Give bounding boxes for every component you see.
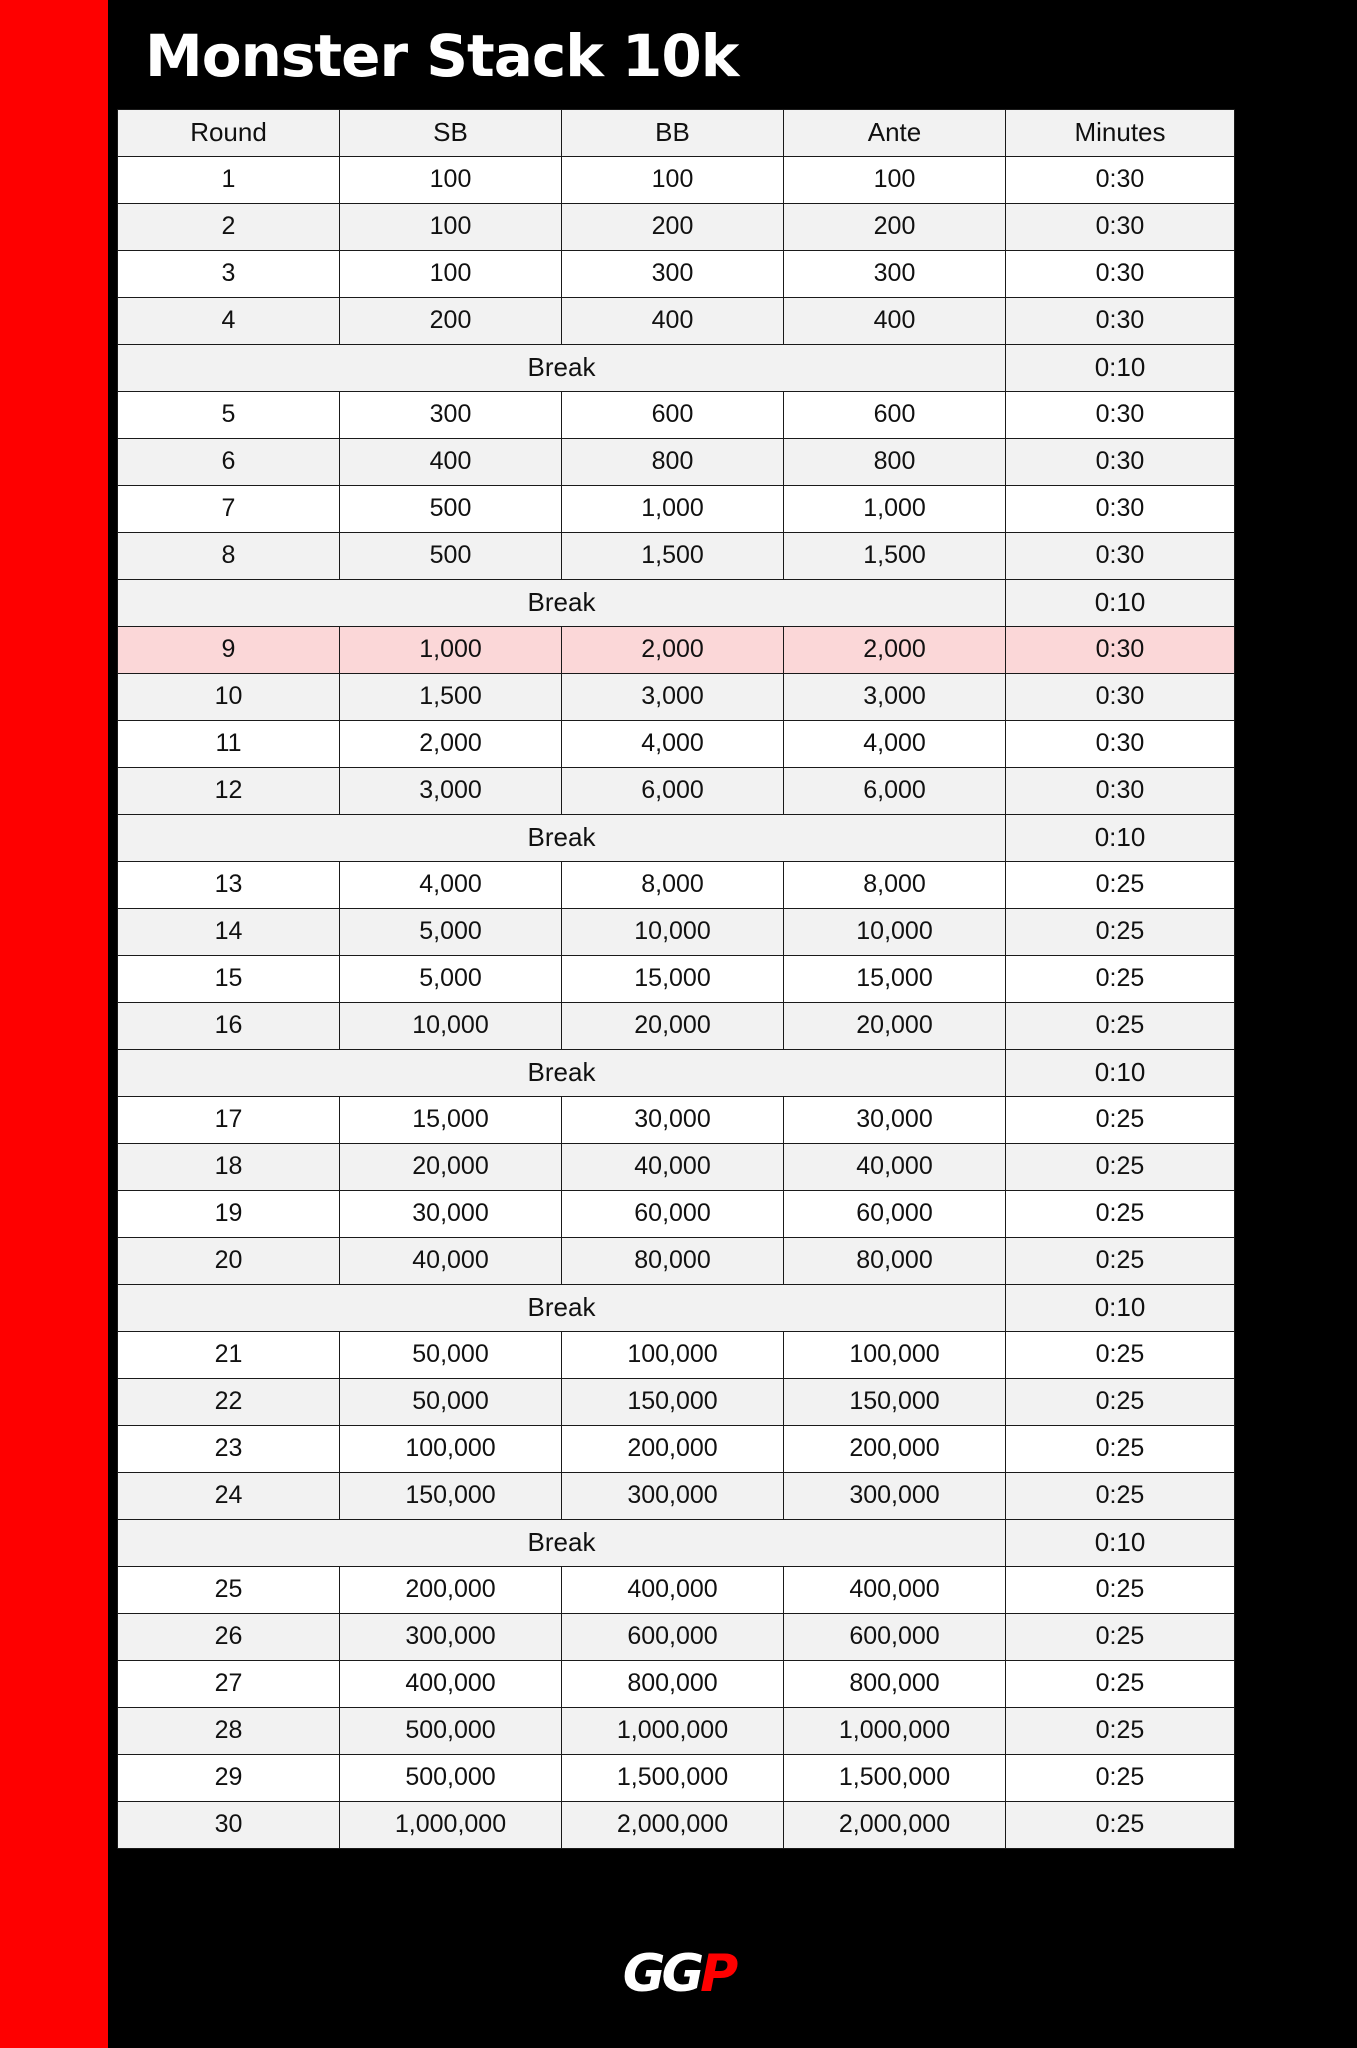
cell-round: 15 [118,955,340,1002]
cell-ante: 10,000 [784,908,1006,955]
cell-minutes: 0:25 [1006,1613,1235,1660]
table-row [118,485,1235,532]
cell-sb: 300,000 [340,1613,562,1660]
cell-minutes: 0:30 [1006,438,1235,485]
table-row [118,1378,1235,1425]
cell-ante: 1,500,000 [784,1754,1006,1801]
cell-bb: 800 [562,438,784,485]
table-row [118,861,1235,908]
break-minutes: 0:10 [1006,1049,1235,1096]
cell-ante: 1,500 [784,532,1006,579]
cell-minutes: 0:25 [1006,861,1235,908]
cell-round: 23 [118,1425,340,1472]
cell-minutes: 0:25 [1006,1331,1235,1378]
cell-minutes: 0:25 [1006,1566,1235,1613]
cell-ante: 400,000 [784,1566,1006,1613]
table-row [118,156,1235,203]
break-row [118,814,1235,861]
cell-sb: 400,000 [340,1660,562,1707]
cell-bb: 2,000 [562,626,784,673]
cell-bb: 40,000 [562,1143,784,1190]
cell-sb: 100 [340,250,562,297]
table-row [118,1566,1235,1613]
cell-round: 10 [118,673,340,720]
cell-sb: 300 [340,391,562,438]
cell-ante: 30,000 [784,1096,1006,1143]
cell-sb: 1,500 [340,673,562,720]
break-row [118,1049,1235,1096]
cell-sb: 20,000 [340,1143,562,1190]
cell-ante: 300 [784,250,1006,297]
cell-bb: 150,000 [562,1378,784,1425]
cell-ante: 4,000 [784,720,1006,767]
cell-ante: 2,000,000 [784,1801,1006,1848]
table-row [118,1707,1235,1754]
cell-sb: 100,000 [340,1425,562,1472]
cell-minutes: 0:25 [1006,1143,1235,1190]
cell-round: 12 [118,767,340,814]
cell-bb: 30,000 [562,1096,784,1143]
column-header-sb: SB [340,109,562,156]
cell-round: 28 [118,1707,340,1754]
cell-bb: 400 [562,297,784,344]
cell-minutes: 0:25 [1006,1237,1235,1284]
cell-bb: 1,500 [562,532,784,579]
cell-round: 7 [118,485,340,532]
cell-ante: 400 [784,297,1006,344]
cell-minutes: 0:30 [1006,156,1235,203]
cell-minutes: 0:30 [1006,297,1235,344]
table-row [118,1002,1235,1049]
cell-bb: 1,000 [562,485,784,532]
cell-round: 13 [118,861,340,908]
cell-sb: 50,000 [340,1378,562,1425]
cell-ante: 15,000 [784,955,1006,1002]
table-row [118,1425,1235,1472]
cell-bb: 600,000 [562,1613,784,1660]
cell-round: 5 [118,391,340,438]
cell-round: 20 [118,1237,340,1284]
cell-minutes: 0:25 [1006,1425,1235,1472]
cell-ante: 150,000 [784,1378,1006,1425]
cell-ante: 300,000 [784,1472,1006,1519]
cell-bb: 200,000 [562,1425,784,1472]
cell-minutes: 0:25 [1006,908,1235,955]
cell-bb: 400,000 [562,1566,784,1613]
cell-sb: 50,000 [340,1331,562,1378]
break-label: Break [118,1284,1006,1331]
cell-round: 3 [118,250,340,297]
cell-minutes: 0:25 [1006,1707,1235,1754]
cell-bb: 15,000 [562,955,784,1002]
table-row [118,1190,1235,1237]
cell-sb: 500 [340,485,562,532]
cell-ante: 600 [784,391,1006,438]
cell-round: 27 [118,1660,340,1707]
table-row [118,1096,1235,1143]
cell-minutes: 0:30 [1006,485,1235,532]
column-header-round: Round [118,109,340,156]
cell-ante: 200,000 [784,1425,1006,1472]
table-header-row [118,109,1235,156]
table-row [118,203,1235,250]
cell-round: 6 [118,438,340,485]
red-accent-bar [0,0,108,2048]
cell-sb: 40,000 [340,1237,562,1284]
break-minutes: 0:10 [1006,1284,1235,1331]
cell-round: 14 [118,908,340,955]
break-row [118,1519,1235,1566]
cell-ante: 20,000 [784,1002,1006,1049]
cell-round: 11 [118,720,340,767]
table-row [118,1472,1235,1519]
cell-sb: 3,000 [340,767,562,814]
cell-minutes: 0:30 [1006,250,1235,297]
cell-ante: 800 [784,438,1006,485]
table-row [118,297,1235,344]
cell-bb: 100,000 [562,1331,784,1378]
break-label: Break [118,814,1006,861]
cell-bb: 800,000 [562,1660,784,1707]
cell-round: 1 [118,156,340,203]
table-row [118,1331,1235,1378]
cell-sb: 400 [340,438,562,485]
cell-ante: 1,000 [784,485,1006,532]
ggpoker-logo [622,1944,735,2004]
table-row [118,532,1235,579]
cell-minutes: 0:25 [1006,1801,1235,1848]
cell-bb: 6,000 [562,767,784,814]
cell-sb: 5,000 [340,908,562,955]
cell-ante: 1,000,000 [784,1707,1006,1754]
cell-round: 18 [118,1143,340,1190]
cell-minutes: 0:30 [1006,720,1235,767]
cell-round: 30 [118,1801,340,1848]
cell-bb: 100 [562,156,784,203]
cell-ante: 800,000 [784,1660,1006,1707]
cell-minutes: 0:25 [1006,1472,1235,1519]
cell-ante: 40,000 [784,1143,1006,1190]
footer-logo [0,1944,1357,2004]
cell-bb: 10,000 [562,908,784,955]
cell-bb: 80,000 [562,1237,784,1284]
cell-sb: 1,000,000 [340,1801,562,1848]
cell-sb: 200,000 [340,1566,562,1613]
cell-minutes: 0:30 [1006,532,1235,579]
cell-round: 21 [118,1331,340,1378]
cell-bb: 60,000 [562,1190,784,1237]
cell-bb: 8,000 [562,861,784,908]
cell-round: 26 [118,1613,340,1660]
cell-sb: 200 [340,297,562,344]
cell-sb: 10,000 [340,1002,562,1049]
cell-bb: 2,000,000 [562,1801,784,1848]
cell-round: 16 [118,1002,340,1049]
logo-letter-g1: G [622,1944,662,2004]
cell-sb: 500,000 [340,1754,562,1801]
cell-ante: 100 [784,156,1006,203]
table-row [118,1660,1235,1707]
cell-round: 22 [118,1378,340,1425]
cell-sb: 150,000 [340,1472,562,1519]
cell-sb: 100 [340,156,562,203]
table-row [118,908,1235,955]
column-header-bb: BB [562,109,784,156]
cell-minutes: 0:25 [1006,1190,1235,1237]
column-header-minutes: Minutes [1006,109,1235,156]
cell-round: 2 [118,203,340,250]
break-row [118,344,1235,391]
cell-minutes: 0:30 [1006,391,1235,438]
cell-ante: 3,000 [784,673,1006,720]
table-row [118,250,1235,297]
cell-sb: 5,000 [340,955,562,1002]
column-header-ante: Ante [784,109,1006,156]
cell-bb: 1,500,000 [562,1754,784,1801]
break-row [118,579,1235,626]
logo-letter-p: P [700,1944,735,2004]
cell-round: 19 [118,1190,340,1237]
cell-ante: 600,000 [784,1613,1006,1660]
cell-ante: 100,000 [784,1331,1006,1378]
cell-round: 24 [118,1472,340,1519]
cell-ante: 80,000 [784,1237,1006,1284]
cell-sb: 500 [340,532,562,579]
cell-minutes: 0:25 [1006,1754,1235,1801]
cell-minutes: 0:25 [1006,1096,1235,1143]
table-row [118,438,1235,485]
page-title: Monster Stack 10k [145,22,739,90]
cell-round: 17 [118,1096,340,1143]
logo-letter-g2: G [661,1944,701,2004]
cell-sb: 2,000 [340,720,562,767]
cell-round: 29 [118,1754,340,1801]
cell-minutes: 0:25 [1006,1378,1235,1425]
break-minutes: 0:10 [1006,814,1235,861]
table-row [118,673,1235,720]
table-row [118,1237,1235,1284]
cell-sb: 500,000 [340,1707,562,1754]
cell-minutes: 0:30 [1006,673,1235,720]
blind-structure-table [117,109,1235,1849]
cell-minutes: 0:25 [1006,955,1235,1002]
cell-minutes: 0:25 [1006,1660,1235,1707]
cell-sb: 1,000 [340,626,562,673]
cell-round: 4 [118,297,340,344]
break-minutes: 0:10 [1006,344,1235,391]
cell-ante: 60,000 [784,1190,1006,1237]
table-row [118,1801,1235,1848]
cell-sb: 30,000 [340,1190,562,1237]
cell-bb: 300,000 [562,1472,784,1519]
break-label: Break [118,1049,1006,1096]
table-row [118,391,1235,438]
cell-ante: 6,000 [784,767,1006,814]
cell-minutes: 0:30 [1006,767,1235,814]
cell-ante: 200 [784,203,1006,250]
cell-bb: 200 [562,203,784,250]
break-minutes: 0:10 [1006,579,1235,626]
cell-round: 9 [118,626,340,673]
break-row [118,1284,1235,1331]
cell-minutes: 0:30 [1006,203,1235,250]
break-label: Break [118,579,1006,626]
cell-minutes: 0:25 [1006,1002,1235,1049]
cell-bb: 1,000,000 [562,1707,784,1754]
cell-ante: 8,000 [784,861,1006,908]
break-minutes: 0:10 [1006,1519,1235,1566]
cell-bb: 20,000 [562,1002,784,1049]
table-row [118,767,1235,814]
cell-sb: 100 [340,203,562,250]
cell-sb: 4,000 [340,861,562,908]
break-label: Break [118,344,1006,391]
cell-sb: 15,000 [340,1096,562,1143]
table-row [118,1613,1235,1660]
cell-ante: 2,000 [784,626,1006,673]
cell-round: 25 [118,1566,340,1613]
table-row [118,1754,1235,1801]
cell-bb: 3,000 [562,673,784,720]
cell-bb: 4,000 [562,720,784,767]
cell-round: 8 [118,532,340,579]
table-row [118,720,1235,767]
cell-minutes: 0:30 [1006,626,1235,673]
poster-content [117,0,1240,1849]
break-label: Break [118,1519,1006,1566]
table-row [118,955,1235,1002]
cell-bb: 300 [562,250,784,297]
table-row [118,626,1235,673]
table-row [118,1143,1235,1190]
cell-bb: 600 [562,391,784,438]
